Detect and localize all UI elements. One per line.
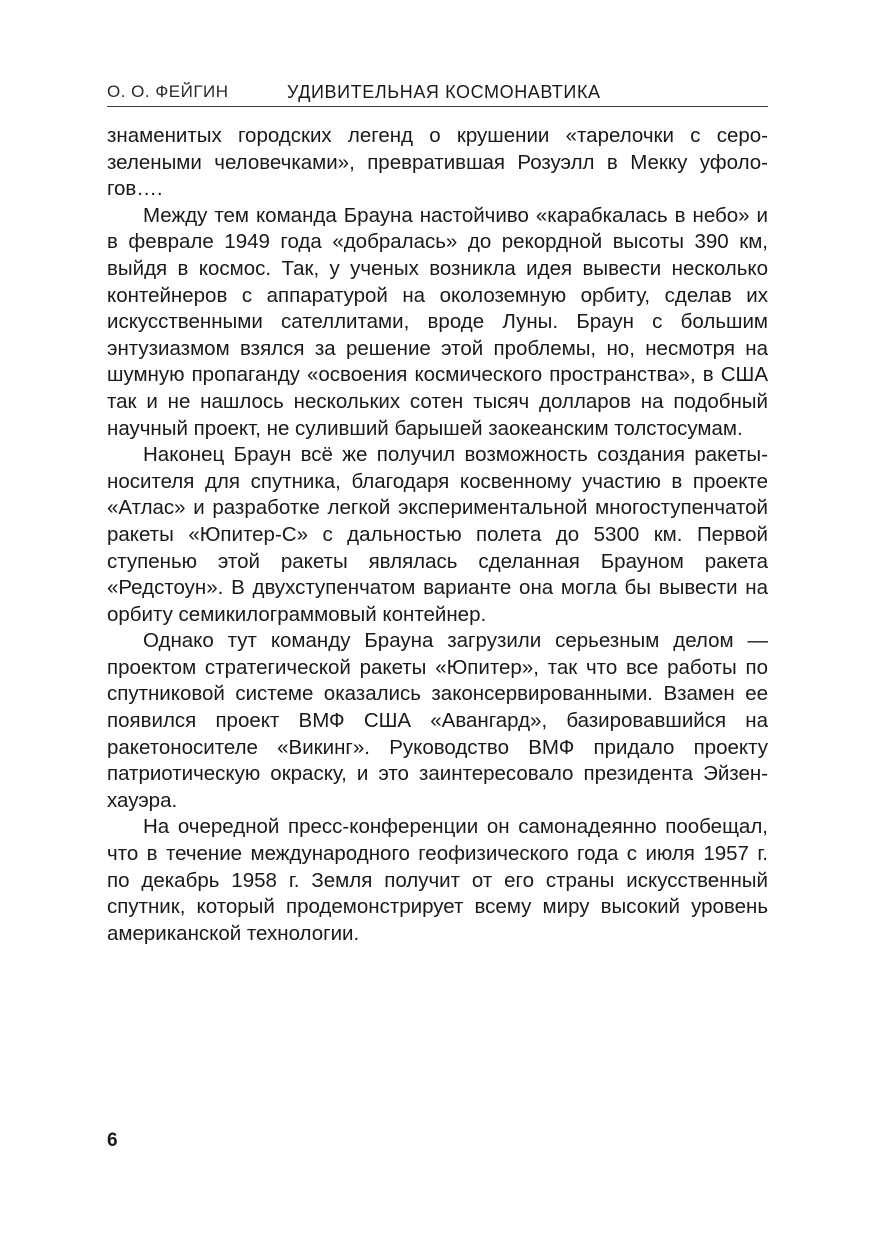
header-book-title: УДИВИТЕЛЬНАЯ КОСМОНАВТИКА bbox=[287, 82, 601, 102]
header-author: О. О. ФЕЙГИН bbox=[107, 82, 229, 101]
running-header bbox=[107, 80, 768, 107]
paragraph: Однако тут команду Брауна загрузили серьезным делом — проектом стратегической ракеты «Юпитер», так что все работы по спутниковой системе оказались законсервированными. Взамен ее появился проект ВМФ США «Авангард», базировавшийся на ракетоносителе «Викинг». Руководство ВМФ придало проекту патриотическую окраску, и это заинтересовало президента Эйзенхауэра. bbox=[107, 629, 768, 812]
page-number: 6 bbox=[107, 1130, 118, 1151]
paragraph: Между тем команда Брауна настойчиво «карабкалась в небо» и в феврале 1949 года «добралась» до рекордной высоты 390 км, выйдя в космос. Так, у ученых возникла идея вывести несколько контейнеров с аппаратурой на околоземную орбиту, сделав их искусственными сателлитами, вроде Луны. Браун с большим энтузиазмом взялся за решение этой проблемы, но, несмотря на шумную пропаганду «освоения космического пространства», в США так и не нашлось нескольких сотен тысяч долларов на подобный научный проект, не суливший барышей заокеанским толстосумам. bbox=[107, 203, 768, 440]
paragraph: На очередной пресс-конференции он самонадеянно пообещал, что в течение международного геофизического года с июля 1957 г. по декабрь 1958 г. Земля получит от его страны искусственный спутник, который продемонстрирует всему миру высокий уровень американской технологии. bbox=[107, 815, 768, 945]
body-text bbox=[107, 123, 768, 947]
paragraph: Наконец Браун всё же получил возможность создания ракеты-носителя для спутника, благодаря косвенному участию в проекте «Атлас» и разработке легкой экспериментальной многоступенчатой ракеты «Юпитер-С» с дальностью полета до 5300 км. Первой ступенью этой ракеты являлась сделанная Брауном ракета «Редстоун». В двухступенчатом варианте она могла бы вывести на орбиту семикилограммовый контейнер. bbox=[107, 443, 768, 626]
paragraph-continuation: знаменитых городских легенд о крушении «тарелочки с серозелеными человечками», превратившая Розуэлл в Мекку уфологов…. bbox=[107, 124, 768, 201]
